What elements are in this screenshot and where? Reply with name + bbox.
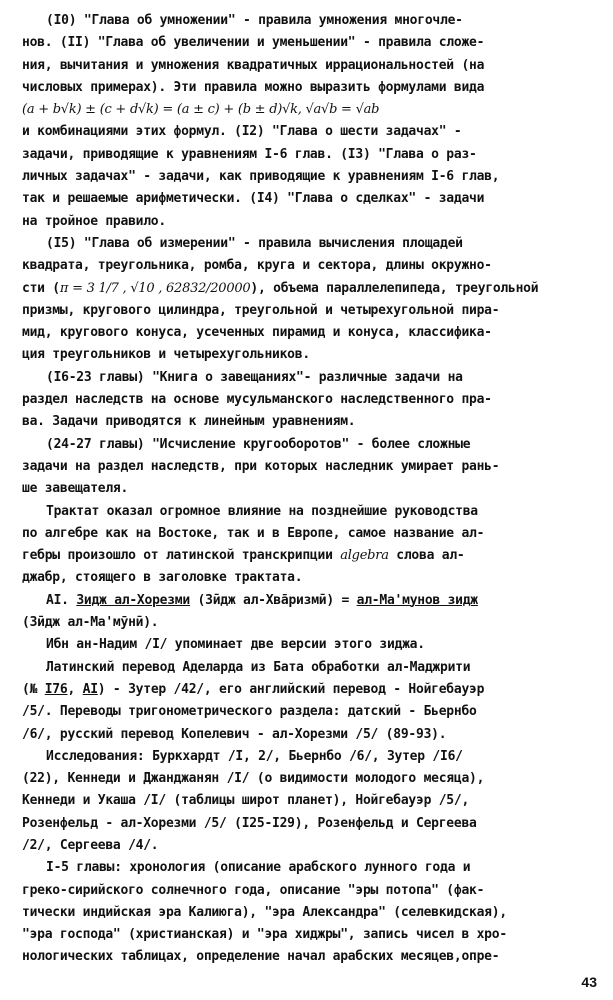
text-run: слова ал- bbox=[388, 548, 465, 564]
text-run: I-5 главы: хронология (описание арабского лунного года и bbox=[46, 860, 471, 876]
text-line bbox=[22, 166, 602, 188]
text-line bbox=[22, 657, 602, 679]
body-text bbox=[22, 10, 602, 969]
text-run: так и решаемые арифметически. (I4) "Глава о сделках" - задачи bbox=[22, 191, 485, 207]
text-line bbox=[22, 10, 602, 32]
text-line bbox=[22, 545, 602, 567]
text-line bbox=[22, 411, 602, 433]
text-run: (I5) "Глава об измерении" - правила вычисления площадей bbox=[46, 235, 463, 251]
text-run: Латинский перевод Аделарда из Бата обработки ал-Маджрити bbox=[46, 659, 471, 675]
text-line bbox=[22, 612, 602, 634]
text-run: (24-27 главы) "Исчисление кругооборотов" - более сложные bbox=[46, 436, 471, 452]
text-run: тически индийская эра Калиюга), "эра Александра" (селевкидская), bbox=[22, 904, 507, 920]
text-run: (Зӣдж ал-Хвāризмӣ) = bbox=[189, 592, 357, 608]
underlined-text: I76 bbox=[44, 681, 68, 697]
text-line bbox=[22, 634, 602, 656]
text-run: AI. bbox=[46, 592, 77, 608]
text-run: (№ bbox=[22, 681, 45, 697]
text-line bbox=[22, 121, 602, 143]
text-line bbox=[22, 255, 602, 277]
text-line bbox=[22, 768, 602, 790]
text-line bbox=[22, 344, 602, 366]
text-line bbox=[22, 523, 602, 545]
text-line bbox=[22, 590, 602, 612]
text-line bbox=[22, 144, 602, 166]
text-run: ше завещателя. bbox=[22, 481, 129, 497]
text-run: и комбинациями этих формул. (I2) "Глава о шести задачах" - bbox=[22, 124, 462, 140]
text-line bbox=[22, 77, 602, 99]
text-line bbox=[22, 501, 602, 523]
text-line bbox=[22, 679, 602, 701]
text-run: греко-сирийского солнечного года, описание "эры потопа" (фак- bbox=[22, 882, 485, 898]
text-run: /6/, русский перевод Копелевич - ал-Хорезми /5/ (89-93). bbox=[22, 726, 447, 742]
text-line bbox=[22, 924, 602, 946]
text-line bbox=[22, 902, 602, 924]
text-run: Розенфельд - ал-Хорезми /5/ (I25-I29), Розенфельд и Сергеева bbox=[22, 815, 477, 831]
text-line bbox=[22, 367, 602, 389]
handwritten-formula: π = 3 1/7 , √10 , 62832/20000 bbox=[59, 280, 251, 296]
text-run: "эра господа" (христианская) и "эра хиджры", запись чисел в хро- bbox=[22, 927, 507, 943]
text-line bbox=[22, 456, 602, 478]
text-run: квадрата, треугольника, ромба, круга и сектора, длины окружно- bbox=[22, 258, 492, 274]
text-line bbox=[22, 99, 602, 121]
text-run: мид, кругового конуса, усеченных пирамид и конуса, классифика- bbox=[22, 325, 492, 341]
text-run: по алгебре как на Востоке, так и в Европе, самое название ал- bbox=[22, 525, 485, 541]
text-line bbox=[22, 55, 602, 77]
text-line bbox=[22, 857, 602, 879]
text-run: гебры произошло от латинской транскрипции bbox=[22, 548, 341, 564]
text-run: нологических таблицах, определение начал арабских месяцев,опре- bbox=[22, 949, 500, 965]
text-run: Исследования: Буркхардт /I, 2/, Бьернбо /6/, Зутер /I6/ bbox=[46, 748, 463, 764]
text-run: призмы, кругового цилиндра, треугольной и четырехугольной пира- bbox=[22, 302, 500, 318]
text-run: ция треугольников и четырехугольников. bbox=[22, 347, 310, 363]
text-line bbox=[22, 813, 602, 835]
text-run: сти ( bbox=[22, 280, 60, 296]
text-line bbox=[22, 32, 602, 54]
text-line bbox=[22, 278, 602, 300]
text-line bbox=[22, 300, 602, 322]
text-run: ) - Зутер /42/, его английский перевод - Нойгебауэр bbox=[97, 681, 485, 697]
text-line bbox=[22, 233, 602, 255]
text-run: Ибн ан-Надим /I/ упоминает две версии этого зиджа. bbox=[46, 637, 425, 653]
text-line bbox=[22, 724, 602, 746]
text-line bbox=[22, 211, 602, 233]
underlined-text: Зидж ал-Хорезми bbox=[76, 592, 190, 608]
text-run: (Зӣдж ал-Ма'мӯнӣ). bbox=[22, 615, 159, 631]
text-run: , bbox=[67, 681, 83, 697]
page-number: 43 bbox=[581, 974, 597, 990]
text-line bbox=[22, 188, 602, 210]
text-run: числовых примерах). Эти правила можно выразить формулами вида bbox=[22, 79, 485, 95]
text-run: (I6-23 главы) "Книга о завещаниях"- различные задачи на bbox=[46, 369, 463, 385]
text-run: /5/. Переводы тригонометрического раздела: датский - Бьернбо bbox=[22, 704, 477, 720]
text-line bbox=[22, 434, 602, 456]
handwritten-formula: algebra bbox=[340, 548, 389, 564]
underlined-text: AI bbox=[82, 681, 98, 697]
text-line bbox=[22, 790, 602, 812]
text-line bbox=[22, 567, 602, 589]
text-run: (22), Кеннеди и Джанджанян /I/ (о видимости молодого месяца), bbox=[22, 771, 485, 787]
text-line bbox=[22, 880, 602, 902]
text-line bbox=[22, 389, 602, 411]
text-run: нов. (II) "Глава об увеличении и уменьшении" - правила сложе- bbox=[22, 35, 485, 51]
text-run: ва. Задачи приводятся к линейным уравнениям. bbox=[22, 414, 356, 430]
text-line bbox=[22, 701, 602, 723]
text-run: ния, вычитания и умножения квадратичных иррациональностей (на bbox=[22, 57, 485, 73]
text-run: ), объема параллелепипеда, треугольной bbox=[250, 280, 539, 296]
text-run: Трактат оказал огромное влияние на позднейшие руководства bbox=[46, 503, 478, 519]
text-run: на тройное правило. bbox=[22, 213, 166, 229]
text-line bbox=[22, 946, 602, 968]
text-run: /2/, Сергеева /4/. bbox=[22, 837, 159, 853]
text-line bbox=[22, 478, 602, 500]
text-run: задачи на раздел наследств, при которых наследник умирает рань- bbox=[22, 458, 500, 474]
text-run: личных задачах" - задачи, как приводящие к уравнениям I-6 глав, bbox=[22, 169, 500, 185]
text-run: задачи, приводящие к уравнениям I-6 глав. (I3) "Глава о раз- bbox=[22, 146, 477, 162]
text-run: джабр, стоящего в заголовке трактата. bbox=[22, 570, 303, 586]
text-line bbox=[22, 746, 602, 768]
text-line bbox=[22, 835, 602, 857]
text-run: раздел наследств на основе мусульманского наследственного пра- bbox=[22, 392, 492, 408]
text-run: Кеннеди и Укаша /I/ (таблицы широт планет), Нойгебауэр /5/, bbox=[22, 793, 470, 809]
underlined-text: ал-Ма'мунов зидж bbox=[356, 592, 478, 608]
text-line bbox=[22, 322, 602, 344]
handwritten-formula: (a + b√k) ± (c + d√k) = (a ± c) + (b ± d)√k, √a√b = √ab bbox=[22, 102, 380, 118]
text-run: (I0) "Глава об умножении" - правила умножения многочле- bbox=[46, 13, 463, 28]
